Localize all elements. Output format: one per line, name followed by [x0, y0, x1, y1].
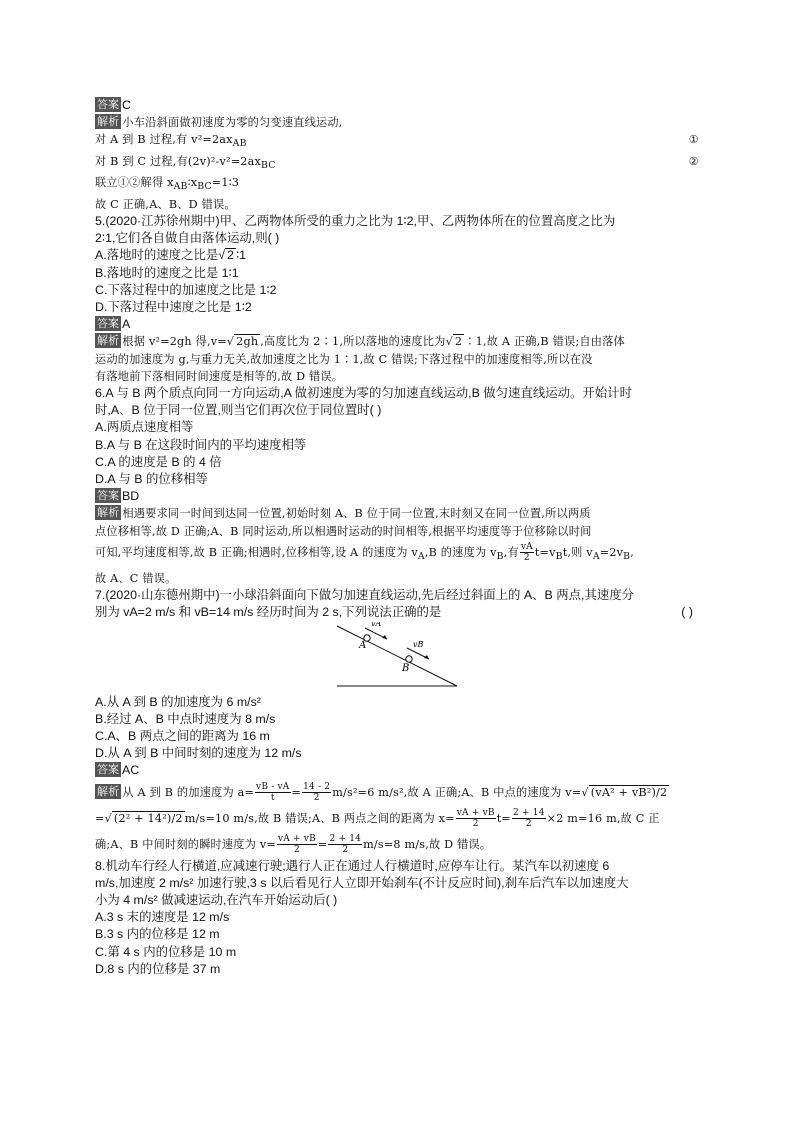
- option-text: D.从 A 到 B 中间时刻的速度为 12 m/s: [95, 746, 302, 761]
- analysis-text: 点位移相等,故 D 正确;A、B 同时运动,所以相遇时运动的时间相等,根据平均速度等于位移除以时间: [95, 524, 592, 538]
- analysis-text: t=v: [534, 545, 556, 559]
- answer-line: [95, 488, 699, 505]
- equation-number: ①: [688, 133, 699, 147]
- option-text: ∶1: [235, 248, 247, 263]
- analysis-line: [95, 368, 699, 385]
- analysis-line: [95, 832, 699, 858]
- analysis-line: =√ (2² + 14²)/2 m/s=10 m/s,故 B 错误;A、B 两点之间的距离为 x= $\frac{vA + vB}{2}$ t= $\frac{2 + 14}{2}$ ×2 m=16 m,故 C 正: [95, 808, 660, 830]
- analysis-line: 解析 从 A 到 B 的加速度为 a= $\frac{vB - vA}{t}$ = $\frac{14 - 2}{2}$ m/s²=6 m/s²,故 A 正确;A、B 中点的速度为 v=√ (vA² + vB²)/2: [97, 782, 668, 804]
- question-8-stem: [95, 892, 699, 909]
- fraction: [512, 808, 546, 829]
- analysis-text: m/s²=6 m/s²,故 A 正确;A、B 中点的速度为 v: [332, 785, 572, 799]
- question-8-stem: [95, 875, 699, 892]
- subscript: AB: [173, 181, 188, 193]
- label-a: A: [359, 639, 367, 651]
- subscript: A: [417, 551, 425, 563]
- answer-text: C: [122, 98, 131, 112]
- option-text: B.3 s 内的位移是 12 m: [95, 927, 220, 942]
- option-b[interactable]: [95, 265, 699, 282]
- answer-badge: 答案: [97, 763, 119, 777]
- option-text: B.经过 A、B 中点时速度为 8 m/s: [95, 711, 276, 726]
- analysis-text: 相遇要求同一时间到达同一位置,初始时刻 A、B 位于同一位置,末时刻又在同一位置,所以两质: [122, 507, 591, 521]
- analysis-text: ×2 m=16 m,故 C 正: [546, 811, 660, 825]
- analysis-line: [95, 196, 699, 213]
- analysis-line: 解析 根据 v²=2gh 得,v=√ 2gh ,高度比为 2∶1,所以落地的速度比为√ 2 ∶1,故 A 正确,B 错误;自由落体: [97, 334, 625, 349]
- option-d[interactable]: [95, 299, 699, 316]
- analysis-text: 从 A 到 B 的加速度为 a=: [122, 785, 255, 799]
- question-6-stem: [95, 385, 699, 402]
- analysis-line: [95, 570, 699, 587]
- subscript: AB: [232, 138, 247, 150]
- subscript: BC: [261, 160, 276, 172]
- option-text: B.A 与 B 在这段时间内的平均速度相等: [95, 437, 307, 452]
- analysis-text: ,高度比为 2∶1,所以落地的速度比为: [260, 335, 446, 349]
- option-c[interactable]: [95, 282, 699, 299]
- fraction: [255, 782, 290, 803]
- option-a[interactable]: [95, 909, 699, 926]
- analysis-text: 有落地前下落相同时间速度是相等的,故 D 错误。: [95, 369, 344, 383]
- option-text: C.第 4 s 内的位移是 10 m: [95, 944, 237, 959]
- option-text: D.下落过程中速度之比是 1∶2: [95, 299, 252, 314]
- sqrt-value: 2: [227, 248, 234, 263]
- question-text: 别为 vA=2 m/s 和 vB=14 m/s 经历时间为 2 s,下列说法正确的是: [95, 605, 442, 620]
- analysis-text: t=: [496, 811, 511, 825]
- analysis-text: =: [291, 785, 302, 799]
- option-text: A.从 A 到 B 的加速度为 6 m/s²: [95, 694, 261, 709]
- fraction-numerator: 2 + 14: [512, 808, 545, 819]
- document-page: [95, 97, 699, 978]
- option-d[interactable]: [95, 471, 699, 488]
- option-c[interactable]: [95, 454, 699, 471]
- question-text: 7.(2020·山东德州期中)一小球沿斜面向下做匀加速直线运动,先后经过斜面上的 A、B 两点,其速度分: [95, 588, 635, 603]
- answer-text: AC: [122, 763, 140, 778]
- analysis-line: [95, 523, 699, 540]
- fraction-denominator: 2: [293, 845, 300, 856]
- analysis-text: ,B 的速度为 v: [424, 545, 497, 559]
- question-text: m/s,加速度 2 m/s² 加速行驶,3 s 以后看见行人立即开始刹车(不计反应时间),刹车后汽车以加速度大: [95, 875, 629, 890]
- sqrt-value: (vA² + vB²)/2: [590, 785, 668, 799]
- answer-badge: 答案: [97, 317, 119, 331]
- option-b[interactable]: [95, 926, 699, 943]
- fraction-denominator: 2: [313, 793, 320, 804]
- question-5-stem: [95, 213, 699, 230]
- analysis-text: =: [266, 837, 276, 851]
- option-a[interactable]: A.落地时的速度之比是√ 2 ∶1: [95, 248, 247, 263]
- label-vb: vB: [413, 639, 424, 649]
- answer-text: A: [122, 317, 131, 332]
- option-c[interactable]: [95, 944, 699, 961]
- analysis-text: ,有: [503, 545, 519, 559]
- sqrt-value: 2: [454, 335, 463, 349]
- answer-badge: 答案: [97, 489, 119, 503]
- fraction-denominator: t: [270, 793, 275, 804]
- analysis-text: ∶x: [187, 176, 198, 190]
- subscript: A: [592, 551, 600, 563]
- answer-badge: 答案: [97, 98, 119, 111]
- question-7-stem: [95, 604, 699, 621]
- fraction-denominator: 2: [472, 819, 479, 830]
- question-7-stem: [95, 587, 699, 604]
- option-text: A.落地时的速度之比是: [95, 248, 219, 263]
- subscript: B: [555, 551, 563, 563]
- analysis-text: 运动的加速度为 g,与重力无关,故加速度之比为 1∶1,故 C 错误;下落过程中的加速度相等,所以在没: [95, 352, 593, 366]
- analysis-text: 确;A、B 中间时刻的瞬时速度为 v: [95, 837, 267, 851]
- answer-text: BD: [122, 489, 140, 504]
- answer-line: [95, 316, 699, 333]
- ball-b: [406, 655, 412, 661]
- analysis-text: 对 B 到 C 过程,有(2v)²-v²=2ax: [95, 154, 262, 168]
- analysis-line: [95, 505, 699, 522]
- option-a[interactable]: [95, 694, 699, 711]
- option-text: C.下落过程中的加速度之比是 1∶2: [95, 282, 277, 297]
- fraction-numerator: vB - vA: [256, 782, 290, 793]
- analysis-text: =: [317, 837, 328, 851]
- fraction: [302, 782, 331, 803]
- question-text: 5.(2020·江苏徐州期中)甲、乙两物体所受的重力之比为 1∶2,甲、乙两物体所在的位置高度之比为: [95, 213, 616, 228]
- option-a[interactable]: [95, 419, 699, 436]
- analysis-text: 对 A 到 B 过程,有 v²=2ax: [95, 133, 233, 147]
- question-8-stem: [95, 858, 699, 875]
- analysis-text: =2v: [599, 545, 624, 559]
- analysis-text: m/s=10 m/s,故 B 错误;A、B 两点之间的距离为 x=: [184, 811, 455, 825]
- incline-figure: [95, 622, 699, 694]
- sqrt-value: 2gh: [236, 335, 259, 349]
- fraction: [328, 834, 362, 855]
- label-b: B: [402, 662, 410, 674]
- answer-line: [95, 762, 699, 779]
- analysis-text: =1∶3: [211, 176, 240, 190]
- fraction: [456, 808, 496, 829]
- analysis-line: [95, 131, 699, 152]
- analysis-text: 可知,平均速度相等,故 B 正确;相遇时,位移相等,设 A 的速度为 v: [95, 545, 418, 559]
- question-text: 小为 4 m/s² 做减速运动,在汽车开始运动后( ): [95, 893, 338, 908]
- fraction-denominator: 2: [342, 845, 349, 856]
- option-b[interactable]: [95, 437, 699, 454]
- question-5-stem: [95, 230, 699, 247]
- fraction: [520, 542, 534, 563]
- fraction-denominator: 2: [523, 553, 530, 564]
- fraction-numerator: vA + vB: [456, 808, 495, 819]
- fraction-numerator: vA: [520, 542, 533, 553]
- analysis-text: 故 C 正确,A、B、D 错误。: [95, 197, 236, 211]
- subscript: B: [623, 551, 631, 563]
- fraction-denominator: 2: [525, 819, 532, 830]
- option-text: D.A 与 B 的位移相等: [95, 471, 208, 486]
- question-6-stem: [95, 402, 699, 419]
- option-d[interactable]: [95, 961, 699, 978]
- analysis-text: ,: [630, 545, 634, 559]
- analysis-line: [95, 540, 699, 570]
- analysis-badge: 解析: [97, 334, 120, 348]
- equation-number: ②: [688, 154, 699, 168]
- option-text: C.A 的速度是 B 的 4 倍: [95, 454, 222, 469]
- analysis-line: [95, 153, 699, 174]
- answer-line: [95, 97, 699, 114]
- option-b[interactable]: [95, 711, 699, 728]
- analysis-text: t,则 v: [562, 545, 593, 559]
- analysis-text: 小车沿斜面做初速度为零的匀变速直线运动,: [122, 116, 343, 130]
- sqrt-value: (2² + 14²)/2: [113, 811, 183, 825]
- subscript: BC: [197, 181, 212, 193]
- option-d[interactable]: [95, 745, 699, 762]
- analysis-badge: 解析: [97, 784, 120, 798]
- analysis-badge: 解析: [97, 115, 120, 129]
- fraction: [277, 834, 317, 855]
- fraction-numerator: 14 - 2: [303, 782, 331, 793]
- option-text: A.3 s 末的速度是 12 m/s: [95, 910, 230, 925]
- subscript: B: [496, 551, 504, 563]
- analysis-text: 根据 v²=2gh 得,v=: [122, 335, 227, 349]
- analysis-text: ∶1,故 A 正确,B 错误;自由落体: [464, 335, 625, 349]
- analysis-badge: 解析: [97, 506, 120, 520]
- analysis-line: [95, 351, 699, 368]
- incline-line: [337, 626, 457, 686]
- option-text: C.A、B 两点之间的距离为 16 m: [95, 729, 270, 744]
- fraction-numerator: 2 + 14: [329, 834, 362, 845]
- option-text: B.落地时的速度之比是 1∶1: [95, 265, 239, 280]
- question-text: 8.机动车行经人行横道,应减速行驶;遇行人正在通过人行横道时,应停车让行。某汽车以初速度 6: [95, 858, 610, 873]
- analysis-text: 联立①②解得 x: [95, 176, 174, 190]
- analysis-line: [95, 174, 699, 195]
- option-text: A.两质点速度相等: [95, 420, 194, 435]
- analysis-text: m/s=8 m/s,故 D 错误。: [363, 837, 492, 851]
- analysis-text: 故 A、C 错误。: [95, 572, 177, 586]
- option-text: D.8 s 内的位移是 37 m: [95, 961, 221, 976]
- answer-paren: ( ): [681, 605, 693, 620]
- option-c[interactable]: [95, 728, 699, 745]
- fraction-numerator: vA + vB: [277, 834, 316, 845]
- question-text: 时,A、B 位于同一位置,则当它们再次位于同位置时( ): [95, 403, 382, 418]
- label-va: vA: [371, 621, 382, 628]
- analysis-line: [95, 114, 699, 131]
- question-text: 2∶1,它们各自做自由落体运动,则( ): [95, 231, 280, 246]
- question-text: 6.A 与 B 两个质点向同一方向运动,A 做初速度为零的匀加速直线运动,B 做匀速直线运动。开始计时: [95, 385, 632, 400]
- incline-diagram: [95, 622, 699, 694]
